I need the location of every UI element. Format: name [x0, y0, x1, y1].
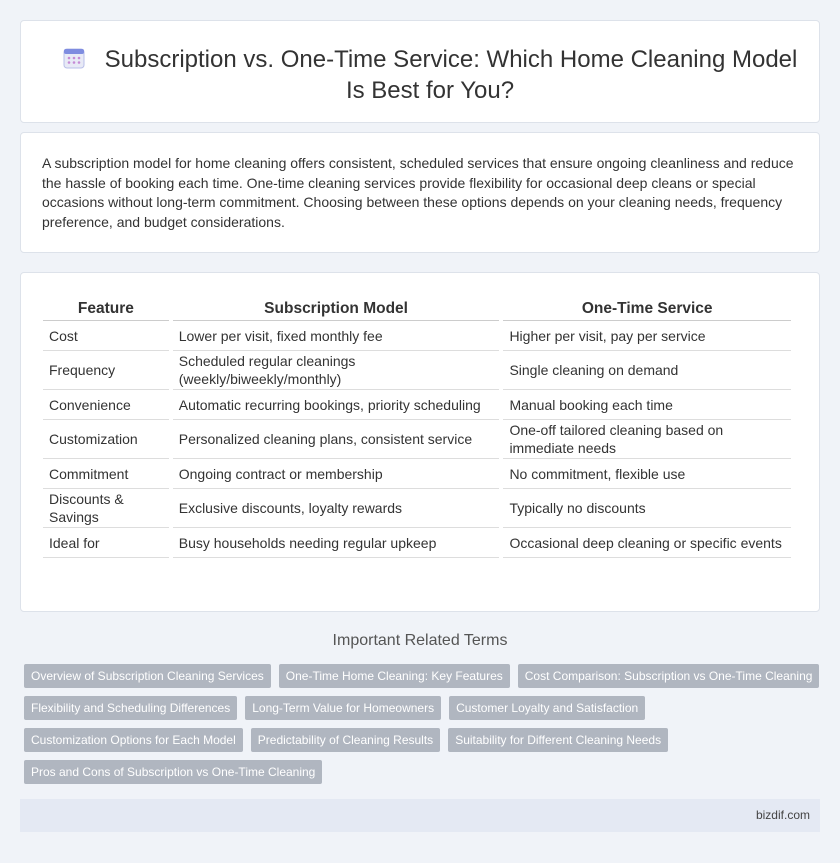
related-term-tag[interactable]: Overview of Subscription Cleaning Services	[24, 664, 271, 688]
intro-card	[20, 132, 820, 253]
table-cell: Busy households needing regular upkeep	[173, 528, 500, 558]
table-row	[43, 390, 791, 420]
related-term-tag[interactable]: Flexibility and Scheduling Differences	[24, 696, 237, 720]
title-card	[20, 20, 820, 123]
table-cell: Commitment	[43, 459, 169, 489]
table-cell: Typically no discounts	[503, 489, 791, 528]
column-header: Feature	[43, 296, 169, 321]
table-row	[43, 528, 791, 558]
related-terms-list	[24, 664, 824, 784]
table-cell: Ideal for	[43, 528, 169, 558]
related-term-tag[interactable]: Pros and Cons of Subscription vs One-Time Cleaning	[24, 760, 322, 784]
related-term-tag[interactable]: Predictability of Cleaning Results	[251, 728, 440, 752]
column-header: One-Time Service	[503, 296, 791, 321]
table-cell: Automatic recurring bookings, priority scheduling	[173, 390, 500, 420]
table-cell: Ongoing contract or membership	[173, 459, 500, 489]
footer-bar	[20, 799, 820, 832]
table-cell: Frequency	[43, 351, 169, 390]
table-header-row	[43, 296, 791, 321]
related-term-tag[interactable]: Customization Options for Each Model	[24, 728, 243, 752]
table-row	[43, 459, 791, 489]
comparison-table	[39, 296, 795, 558]
table-cell: Manual booking each time	[503, 390, 791, 420]
table-cell: Cost	[43, 321, 169, 351]
table-cell: Lower per visit, fixed monthly fee	[173, 321, 500, 351]
page-title: Subscription vs. One-Time Service: Which Home Cleaning Model Is Best for You?	[104, 46, 798, 104]
table-cell: Exclusive discounts, loyalty rewards	[173, 489, 500, 528]
table-row	[43, 321, 791, 351]
related-term-tag[interactable]: One-Time Home Cleaning: Key Features	[279, 664, 510, 688]
table-cell: Convenience	[43, 390, 169, 420]
related-term-tag[interactable]: Cost Comparison: Subscription vs One-Time Cleaning	[518, 664, 820, 688]
column-header: Subscription Model	[173, 296, 500, 321]
related-terms-title: Important Related Terms	[332, 632, 508, 649]
table-cell: Personalized cleaning plans, consistent service	[173, 420, 500, 459]
table-row	[43, 489, 791, 528]
related-term-tag[interactable]: Customer Loyalty and Satisfaction	[449, 696, 645, 720]
table-cell: Scheduled regular cleanings (weekly/biweekly/monthly)	[173, 351, 500, 390]
intro-text: A subscription model for home cleaning offers consistent, scheduled services that ensure ongoing cleanliness and reduce the hassle of booking each time. One-time cleaning services provide flexibility for occasional deep cleans or special occasions without long-term commitment. Choosing between these options depends on your cleaning needs, frequency preference, and budget considerations.	[42, 155, 794, 230]
table-cell: Higher per visit, pay per service	[503, 321, 791, 351]
page-title-block	[61, 44, 799, 106]
footer-site[interactable]: bizdif.com	[755, 808, 810, 822]
table-row	[43, 420, 791, 459]
table-row	[43, 351, 791, 390]
related-term-tag[interactable]: Suitability for Different Cleaning Needs	[448, 728, 668, 752]
calendar-icon	[63, 47, 85, 69]
table-cell: Occasional deep cleaning or specific events	[503, 528, 791, 558]
table-cell: Customization	[43, 420, 169, 459]
table-cell: No commitment, flexible use	[503, 459, 791, 489]
related-term-tag[interactable]: Long-Term Value for Homeowners	[245, 696, 441, 720]
table-cell: Discounts & Savings	[43, 489, 169, 528]
table-cell: One-off tailored cleaning based on immediate needs	[503, 420, 791, 459]
table-cell: Single cleaning on demand	[503, 351, 791, 390]
comparison-card	[20, 272, 820, 612]
